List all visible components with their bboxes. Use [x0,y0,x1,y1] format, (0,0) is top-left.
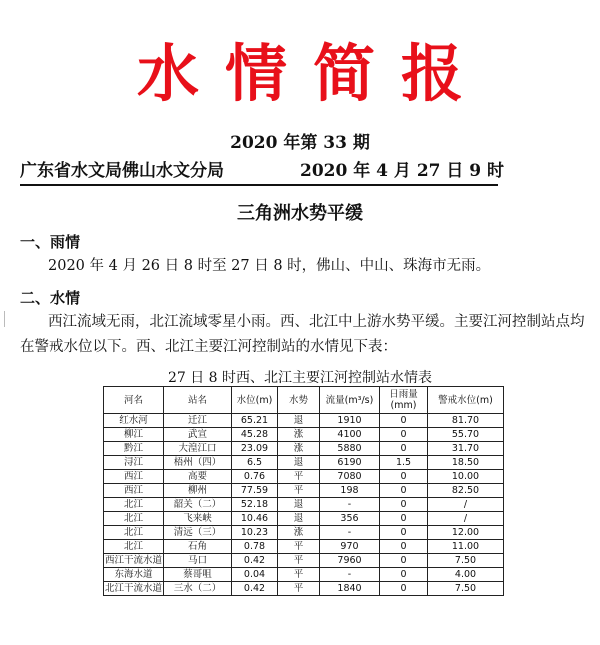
cell-station: 武宣 [164,428,232,442]
cell-flow: 5880 [320,442,380,456]
cell-river: 柳江 [104,428,164,442]
cell-station: 柳州 [164,484,232,498]
col-header-flow: 流量(m³/s) [320,387,380,414]
cell-level: 0.42 [232,582,278,596]
cell-level: 0.78 [232,540,278,554]
table-body [104,414,504,596]
cell-flow: 4100 [320,428,380,442]
col-header-trend: 水势 [278,387,320,414]
cell-station: 高要 [164,470,232,484]
table-row [104,568,504,582]
cell-rainfall: 0 [380,470,428,484]
page-margin-mark [4,311,13,327]
cell-rainfall: 1.5 [380,456,428,470]
cell-station: 蔡哥咀 [164,568,232,582]
header-divider [20,184,498,186]
table-header-row [104,387,504,414]
section-heading-rain: 一、雨情 [20,233,81,251]
cell-river: 北江干流水道 [104,583,162,594]
cell-flow: 1840 [320,582,380,596]
cell-warning: 18.50 [428,456,504,470]
cell-river: 西江 [104,484,164,498]
cell-river: 西江干流水道 [104,555,162,566]
cell-station: 石角 [164,540,232,554]
cell-level: 52.18 [232,498,278,512]
cell-trend: 退 [278,456,320,470]
cell-trend: 平 [278,554,320,568]
table-row [104,554,504,568]
cell-rainfall: 0 [380,554,428,568]
cell-rainfall: 0 [380,498,428,512]
cell-warning: 81.70 [428,414,504,428]
cell-rainfall: 0 [380,540,428,554]
cell-trend: 平 [278,568,320,582]
cell-trend: 平 [278,484,320,498]
issuing-agency: 广东省水文局佛山水文分局 [20,161,224,181]
cell-rainfall: 0 [380,442,428,456]
cell-flow: 7960 [320,554,380,568]
cell-flow: 1910 [320,414,380,428]
cell-warning: 4.00 [428,568,504,582]
table-row [104,442,504,456]
col-header-rainfall: 日雨量(mm) [380,387,428,414]
masthead-title: 水情简报 [136,37,489,110]
cell-level: 0.42 [232,554,278,568]
table-title: 27 日 8 时西、北江主要江河控制站水情表 [167,370,433,386]
cell-level: 0.76 [232,470,278,484]
table-row [104,512,504,526]
cell-trend: 平 [278,582,320,596]
cell-flow: 7080 [320,470,380,484]
cell-river: 浔江 [104,456,164,470]
cell-rainfall: 0 [380,582,428,596]
table-row [104,428,504,442]
cell-station: 迁江 [164,414,232,428]
section-heading-water: 二、水情 [20,289,81,307]
issue-number: 2020 年第 33 期 [230,133,370,153]
table-row [104,526,504,540]
cell-river: 北江 [104,512,164,526]
cell-trend: 平 [278,540,320,554]
rain-paragraph: 2020 年 4 月 26 日 8 时至 27 日 8 时，佛山、中山、珠海市无雨。 [48,258,491,274]
table-row [104,582,504,596]
cell-trend: 退 [278,512,320,526]
cell-level: 6.5 [232,456,278,470]
cell-trend: 退 [278,498,320,512]
table-row [104,414,504,428]
cell-warning: 7.50 [428,582,504,596]
cell-river: 红水河 [104,414,164,428]
col-header-river: 河名 [104,387,164,414]
cell-rainfall: 0 [380,428,428,442]
cell-rainfall: 0 [380,568,428,582]
cell-flow: - [320,526,380,540]
report-headline: 三角洲水势平缓 [237,203,363,224]
cell-station: 飞来峡 [164,512,232,526]
cell-warning: 55.70 [428,428,504,442]
cell-flow: - [320,568,380,582]
cell-flow: - [320,498,380,512]
cell-rainfall: 0 [380,414,428,428]
cell-warning: 7.50 [428,554,504,568]
cell-station: 清远（三） [164,526,232,540]
table-row [104,456,504,470]
cell-station: 韶关（二） [164,498,232,512]
cell-rainfall: 0 [380,512,428,526]
cell-level: 45.28 [232,428,278,442]
cell-rainfall: 0 [380,526,428,540]
col-header-warning: 警戒水位(m) [428,387,504,414]
col-header-level: 水位(m) [232,387,278,414]
cell-flow: 970 [320,540,380,554]
table-row [104,540,504,554]
cell-flow: 198 [320,484,380,498]
cell-river: 东海水道 [104,568,164,582]
cell-rainfall: 0 [380,484,428,498]
cell-river: 西江 [104,470,164,484]
cell-trend: 涨 [278,428,320,442]
water-paragraph: 西江流域无雨，北江流域零星小雨。西、北江中上游水势平缓。主要江河控制站点均在警戒水位以下。西、北江主要江河控制站的水情见下表： [20,314,585,355]
cell-warning: 82.50 [428,484,504,498]
cell-river: 北江 [104,526,164,540]
cell-station: 梧州（四） [164,456,232,470]
issue-datetime: 2020 年 4 月 27 日 9 时 [300,161,505,181]
cell-trend: 退 [278,414,320,428]
table-row [104,470,504,484]
cell-flow: 356 [320,512,380,526]
cell-warning: 31.70 [428,442,504,456]
cell-station: 大湟江口 [164,442,232,456]
water-status-table [103,386,504,596]
cell-warning: / [428,498,504,512]
cell-level: 10.46 [232,512,278,526]
cell-level: 23.09 [232,442,278,456]
cell-trend: 平 [278,470,320,484]
cell-flow: 6190 [320,456,380,470]
cell-trend: 涨 [278,526,320,540]
cell-warning: 12.00 [428,526,504,540]
table-row [104,498,504,512]
cell-river: 北江 [104,540,164,554]
cell-station: 马口 [164,554,232,568]
cell-warning: 10.00 [428,470,504,484]
cell-warning: 11.00 [428,540,504,554]
cell-level: 0.04 [232,568,278,582]
cell-level: 65.21 [232,414,278,428]
col-header-station: 站名 [164,387,232,414]
cell-river: 黔江 [104,442,164,456]
table-row [104,484,504,498]
cell-level: 10.23 [232,526,278,540]
cell-trend: 涨 [278,442,320,456]
cell-warning: / [428,512,504,526]
cell-station: 三水（二） [164,582,232,596]
cell-river: 北江 [104,498,164,512]
cell-level: 77.59 [232,484,278,498]
